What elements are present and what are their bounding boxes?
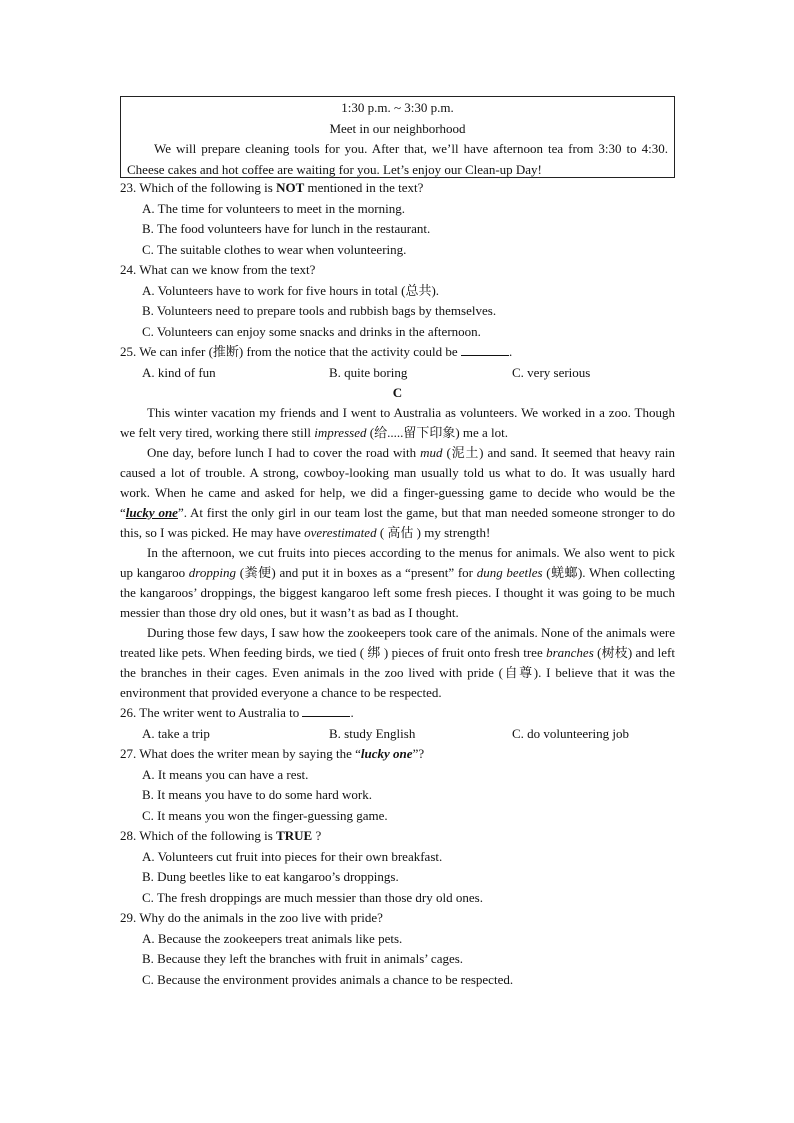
q25-options [120,363,675,384]
q25-stem-end: . [508,344,513,359]
q29-option-b[interactable]: B. Because they left the branches with fruit in animals’ cages. [142,951,464,966]
passage-paragraph-4: During those few days, I saw how the zookeepers took care of the animals. None of the animals were treated like pets. When feeding birds, we tied ( 绑 ) pieces of fruit onto fresh tree branches (树枝) and left the branches in their cages. Even animals in the zoo lived with pride (自尊). I believe that it was the environment that provided everyone a chance to be respected. [120,625,675,700]
q25-option-b[interactable]: B. quite boring [329,364,408,380]
notice-time: 1:30 p.m. ~ 3:30 p.m. [341,100,454,115]
question-25 [120,342,675,363]
q26-option-a[interactable]: A. take a trip [142,725,210,741]
q23-option-b[interactable]: B. The food volunteers have for lunch in the restaurant. [142,221,431,236]
q27-option-b[interactable]: B. It means you have to do some hard work. [142,787,372,802]
passage-paragraph-2: One day, before lunch I had to cover the road with mud (泥土) and sand. It seemed that heavy rain caused a lot of trouble. A strong, cowboy-looking man usually told us what to do. It was usually hard work. When he came and asked for help, we did a finger-guessing game to decide who would be the “lucky one”. At first the only girl in our team lost the game, but that man needed someone stronger to do this, so I was picked. He may have overestimated ( 高估 ) my strength! [120,445,676,540]
exam-page [120,96,675,990]
q25-option-c[interactable]: C. very serious [512,364,591,380]
question-28 [120,826,675,847]
lucky-one-phrase: lucky one [125,505,178,520]
q26-option-c[interactable]: C. do volunteering job [512,725,629,741]
q29-option-a[interactable]: A. Because the zookeepers treat animals like pets. [142,930,403,946]
question-29: 29. Why do the animals in the zoo live with pride? [120,910,383,925]
q27-stem-a: 27. What does the writer mean by saying the “ [120,746,361,761]
passage-paragraph-3: In the afternoon, we cut fruits into pieces according to the menus for animals. We also went to pick up kangaroo dropping (粪便) and put it in boxes as a “present” for dung beetles (蜣螂). When collecting the kangaroos’ droppings, the biggest kangaroo left some fresh pieces. I thought it was going to be much messier than those dry old ones, but it wasn’t as bad as I thought. [120,545,676,620]
section-title: C [392,385,403,400]
q28-stem-a: 28. Which of the following is [120,828,277,843]
answer-blank[interactable] [461,343,509,356]
q23-stem-a: 23. Which of the following is [120,180,277,195]
q23-stem-b: mentioned in the text? [304,180,424,195]
notice-place: Meet in our neighborhood [329,120,466,136]
q28-option-b[interactable]: B. Dung beetles like to eat kangaroo’s droppings. [142,869,399,884]
q26-options [120,724,675,745]
q27-option-a[interactable]: A. It means you can have a rest. [142,766,309,782]
q25-option-a[interactable]: A. kind of fun [142,364,216,380]
q28-option-a[interactable]: A. Volunteers cut fruit into pieces for their own breakfast. [142,848,443,864]
q26-option-b[interactable]: B. study English [329,725,416,741]
notice-box [120,96,675,178]
q23-option-c[interactable]: C. The suitable clothes to wear when volunteering. [142,241,407,257]
q26-stem-end: . [350,705,354,720]
question-26 [120,703,675,724]
q23-stem-bold: NOT [276,180,305,195]
q27-stem-b: ”? [412,746,425,761]
notice-text: We will prepare cleaning tools for you. After that, we’ll have afternoon tea from 3:30 to 4:30. Cheese cakes and hot coffee are waiting for you. Let’s enjoy our Clean-up Day! [127,141,668,177]
q24-option-c[interactable]: C. Volunteers can enjoy some snacks and drinks in the afternoon. [142,323,481,339]
q24-option-b[interactable]: B. Volunteers need to prepare tools and rubbish bags by themselves. [142,303,497,318]
question-23 [120,178,675,199]
q23-option-a[interactable]: A. The time for volunteers to meet in the morning. [142,200,405,216]
q24-option-a[interactable]: A. Volunteers have to work for five hours in total (总共). [142,282,440,298]
q26-stem: 26. The writer went to Australia to [120,705,300,720]
question-27 [120,744,675,765]
q28-stem-bold: TRUE [276,828,313,843]
q27-lucky: lucky one [360,746,413,761]
q27-option-c[interactable]: C. It means you won the finger-guessing game. [142,807,388,823]
q28-stem-b: ? [312,828,322,843]
q28-option-c[interactable]: C. The fresh droppings are much messier than those dry old ones. [142,889,483,905]
q25-stem: 25. We can infer (推断) from the notice that the activity could be [120,344,458,359]
passage-paragraph-1: This winter vacation my friends and I went to Australia as volunteers. We worked in a zoo. Though we felt very tired, working there still impressed (给.....留下印象) me a lot. [120,405,675,440]
question-24: 24. What can we know from the text? [120,262,316,277]
q29-option-c[interactable]: C. Because the environment provides animals a chance to be respected. [142,971,514,987]
answer-blank[interactable] [302,704,350,717]
